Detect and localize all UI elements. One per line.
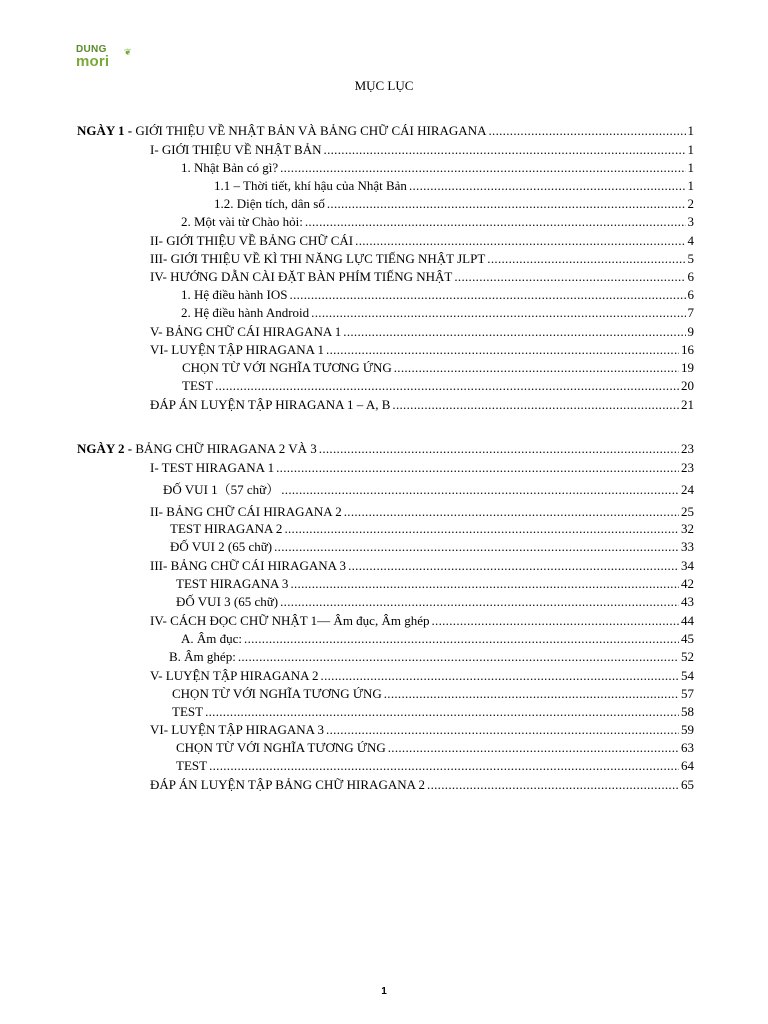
toc-entry[interactable]: [150, 250, 694, 267]
toc-entry-title: [172, 685, 382, 702]
toc-entry[interactable]: [150, 776, 694, 793]
toc-page-number: 32: [681, 521, 694, 536]
toc-entry[interactable]: [176, 739, 694, 756]
toc-entry[interactable]: [150, 557, 694, 574]
toc-entry-text: CHỌN TỪ VỚI NGHĨA TƯƠNG ỨNG: [176, 740, 386, 755]
toc-entry-title: [214, 195, 325, 212]
dot-leader: [343, 323, 685, 340]
dot-leader: [274, 538, 679, 555]
toc-entry-title: [150, 341, 324, 358]
dot-leader: [321, 667, 679, 684]
dot-leader: [276, 459, 679, 476]
toc-entry[interactable]: [150, 232, 694, 249]
toc-page-number: 1: [687, 160, 694, 175]
dot-leader: [355, 232, 685, 249]
toc-entry-title: [163, 481, 279, 498]
toc-entry-text: CHỌN TỪ VỚI NGHĨA TƯƠNG ỨNG: [182, 360, 392, 375]
toc-entry-text: BẢNG CHỮ HIRAGANA 2 VÀ 3: [135, 441, 317, 456]
toc-entry[interactable]: [172, 703, 694, 720]
toc-page-number: 3: [687, 214, 694, 229]
dot-leader: [280, 593, 679, 610]
toc-entry-title: [150, 557, 346, 574]
toc-entry[interactable]: [163, 481, 694, 498]
toc-entry[interactable]: [150, 667, 694, 684]
toc-entry[interactable]: [181, 286, 694, 303]
dot-leader: [311, 304, 685, 321]
day-label: NGÀY 2 -: [77, 441, 136, 456]
toc-entry-text: TEST HIRAGANA 2: [170, 521, 283, 536]
toc-entry[interactable]: [150, 503, 694, 520]
toc-entry[interactable]: [176, 593, 694, 610]
toc-entry-title: [182, 359, 392, 376]
dot-leader: [326, 341, 679, 358]
toc-entry-title: [181, 159, 278, 176]
dot-leader: [427, 776, 679, 793]
toc-page-number: 20: [681, 378, 694, 393]
toc-page-number: 6: [687, 269, 694, 284]
toc-page-number: 7: [687, 305, 694, 320]
toc-entry-text: 2. Một vài từ Chào hỏi:: [181, 214, 303, 229]
toc-entry-text: III- GIỚI THIỆU VỀ KÌ THI NĂNG LỰC TIẾNG NHẬT JLPT: [150, 251, 486, 266]
toc-entry-text: ĐỐ VUI 3 (65 chữ): [176, 594, 279, 609]
toc-entry-text: III- BẢNG CHỮ CÁI HIRAGANA 3: [150, 558, 347, 573]
toc-page-number: 1: [687, 123, 694, 138]
toc-entry-title: [150, 268, 452, 285]
dot-leader: [454, 268, 685, 285]
toc-entry[interactable]: [170, 520, 694, 537]
toc-page-number: 43: [681, 594, 694, 609]
toc-entry[interactable]: [172, 685, 694, 702]
toc-page-number: 57: [681, 686, 694, 701]
toc-entry-title: [77, 440, 317, 457]
toc-page-number: 5: [687, 251, 694, 266]
toc-entry-title: [150, 776, 425, 793]
toc-page-number: 44: [681, 613, 694, 628]
toc-entry-text: VI- LUYỆN TẬP HIRAGANA 3: [150, 722, 325, 737]
dot-leader: [388, 739, 679, 756]
toc-entry-text: 2. Hệ điều hành Android: [181, 305, 310, 320]
toc-entry-title: [150, 141, 322, 158]
toc-entry[interactable]: [150, 396, 694, 413]
page-number: 1: [381, 986, 387, 997]
toc-entry[interactable]: [182, 359, 694, 376]
toc-entry-text: B. Âm ghép:: [169, 649, 236, 664]
toc-entry[interactable]: [176, 757, 694, 774]
toc-entry[interactable]: [181, 630, 694, 647]
toc-page-number: 52: [681, 649, 694, 664]
toc-entry-text: CHỌN TỪ VỚI NGHĨA TƯƠNG ỨNG: [172, 686, 382, 701]
toc-page-number: 16: [681, 342, 694, 357]
dot-leader: [305, 213, 686, 230]
toc-entry[interactable]: [77, 122, 694, 139]
toc-entry-title: [150, 396, 390, 413]
dot-leader: [344, 503, 679, 520]
toc-entry-text: TEST: [172, 704, 204, 719]
toc-entry[interactable]: [181, 159, 694, 176]
toc-page-number: 34: [681, 558, 694, 573]
logo-line2: mori: [76, 53, 110, 70]
toc-page-number: 63: [681, 740, 694, 755]
toc-entry[interactable]: [181, 213, 694, 230]
toc-entry-text: 1.1 – Thời tiết, khí hậu của Nhật Bản: [214, 178, 407, 193]
toc-entry-title: [150, 459, 274, 476]
toc-entry[interactable]: [150, 612, 694, 629]
toc-entry-text: I- TEST HIRAGANA 1: [150, 460, 275, 475]
toc-entry-title: [170, 538, 272, 555]
dot-leader: [392, 396, 679, 413]
toc-page-number: 19: [681, 360, 694, 375]
toc-entry-title: [176, 575, 288, 592]
toc-entry-text: 1.2. Diện tích, dân số: [214, 196, 325, 211]
toc-entry[interactable]: [77, 440, 694, 457]
toc-entry-title: [182, 377, 213, 394]
toc-entry-title: [172, 703, 203, 720]
toc-entry-text: IV- CÁCH ĐỌC CHỮ NHẬT 1— Âm đục, Âm ghép: [150, 613, 430, 628]
toc-page-number: 1: [687, 178, 694, 193]
toc-entry-title: [176, 593, 278, 610]
dot-leader: [324, 141, 686, 158]
toc-entry-title: [150, 721, 324, 738]
toc-page-number: 23: [681, 441, 694, 456]
toc-entry-text: ĐỐ VUI 2 (65 chữ): [170, 539, 273, 554]
toc-entry-text: II- BẢNG CHỮ CÁI HIRAGANA 2: [150, 504, 342, 519]
dot-leader: [238, 648, 679, 665]
dot-leader: [327, 195, 686, 212]
toc-entry-title: [150, 667, 319, 684]
toc-entry-title: [150, 250, 485, 267]
toc-entry-text: 1. Nhật Bản có gì?: [181, 160, 279, 175]
toc-entry-text: TEST: [182, 378, 214, 393]
toc-page-number: 58: [681, 704, 694, 719]
toc-page-number: 23: [681, 460, 694, 475]
toc-entry-title: [169, 648, 236, 665]
toc-entry[interactable]: [214, 195, 694, 212]
toc-page-number: 6: [687, 287, 694, 302]
toc-entry[interactable]: [214, 177, 694, 194]
toc-entry[interactable]: [150, 459, 694, 476]
toc-entry[interactable]: [150, 721, 694, 738]
dot-leader: [348, 557, 679, 574]
dot-leader: [488, 122, 685, 139]
toc-entry-title: [181, 630, 242, 647]
toc-page-number: 59: [681, 722, 694, 737]
toc-page-number: 4: [687, 233, 694, 248]
toc-entry-title: [150, 503, 342, 520]
dot-leader: [326, 721, 679, 738]
dot-leader: [280, 159, 685, 176]
toc-entry[interactable]: [170, 538, 694, 555]
toc-entry-text: IV- HƯỚNG DẪN CÀI ĐẶT BÀN PHÍM TIẾNG NHẬT: [150, 269, 453, 284]
toc-entry-text: V- BẢNG CHỮ CÁI HIRAGANA 1: [150, 324, 342, 339]
toc-page-number: 24: [681, 482, 694, 497]
toc-page-number: 1: [687, 142, 694, 157]
toc-entry-title: [214, 177, 407, 194]
toc-page-number: 64: [681, 758, 694, 773]
toc-page-number: 54: [681, 668, 694, 683]
toc-entry[interactable]: [176, 575, 694, 592]
toc-entry-text: ĐỐ VUI 1（57 chữ）: [163, 482, 280, 497]
logo-line1: DUNG: [76, 44, 107, 55]
toc-page-number: 9: [687, 324, 694, 339]
toc-entry-text: TEST: [176, 758, 208, 773]
dot-leader: [281, 481, 679, 498]
toc-page-number: 21: [681, 397, 694, 412]
toc-entry-title: [150, 232, 353, 249]
toc-entry-text: ĐÁP ÁN LUYỆN TẬP HIRAGANA 1 – A, B: [150, 397, 391, 412]
toc-entry-title: [181, 213, 303, 230]
toc-entry-text: I- GIỚI THIỆU VỀ NHẬT BẢN: [150, 142, 322, 157]
dot-leader: [431, 612, 679, 629]
toc-entry-title: [150, 612, 429, 629]
dot-leader: [290, 575, 679, 592]
toc-entry-title: [77, 122, 486, 139]
toc-entry[interactable]: [150, 323, 694, 340]
toc-page-number: 65: [681, 777, 694, 792]
dot-leader: [290, 286, 686, 303]
page-title: MỤC LỤC: [354, 78, 414, 93]
toc-page-number: 45: [681, 631, 694, 646]
toc-entry-text: TEST HIRAGANA 3: [176, 576, 289, 591]
toc-entry[interactable]: [182, 377, 694, 394]
toc-page-number: 33: [681, 539, 694, 554]
toc-entry-title: [176, 757, 207, 774]
toc-entry-text: V- LUYỆN TẬP HIRAGANA 2: [150, 668, 319, 683]
dot-leader: [209, 757, 679, 774]
dot-leader: [205, 703, 679, 720]
toc-entry-title: [170, 520, 282, 537]
toc-entry[interactable]: [150, 341, 694, 358]
toc-entry[interactable]: [181, 304, 694, 321]
day-label: NGÀY 1 -: [77, 123, 136, 138]
toc-entry-title: [150, 323, 341, 340]
toc-entry-text: ĐÁP ÁN LUYỆN TẬP BẢNG CHỮ HIRAGANA 2: [150, 777, 426, 792]
toc-entry-text: 1. Hệ điều hành IOS: [181, 287, 288, 302]
leaf-icon: ❦: [124, 47, 132, 57]
toc-entry-text: II- GIỚI THIỆU VỀ BẢNG CHỮ CÁI: [150, 233, 354, 248]
toc-entry-title: [181, 304, 309, 321]
dot-leader: [215, 377, 679, 394]
brand-logo: [76, 44, 136, 70]
toc-entry[interactable]: [150, 141, 694, 158]
dot-leader: [409, 177, 686, 194]
toc-page-number: 25: [681, 504, 694, 519]
toc-entry[interactable]: [150, 268, 694, 285]
dot-leader: [244, 630, 679, 647]
toc-entry-title: [176, 739, 386, 756]
toc-page-number: 2: [687, 196, 694, 211]
dot-leader: [384, 685, 679, 702]
toc-entry-text: GIỚI THIỆU VỀ NHẬT BẢN VÀ BẢNG CHỮ CÁI HIRAGANA: [135, 123, 487, 138]
toc-entry-text: A. Âm đục:: [181, 631, 243, 646]
dot-leader: [487, 250, 685, 267]
toc-entry-title: [181, 286, 288, 303]
toc-entry-text: VI- LUYỆN TẬP HIRAGANA 1: [150, 342, 325, 357]
toc-entry[interactable]: [169, 648, 694, 665]
toc-page-number: 42: [681, 576, 694, 591]
dot-leader: [319, 440, 679, 457]
dot-leader: [394, 359, 679, 376]
dot-leader: [284, 520, 679, 537]
